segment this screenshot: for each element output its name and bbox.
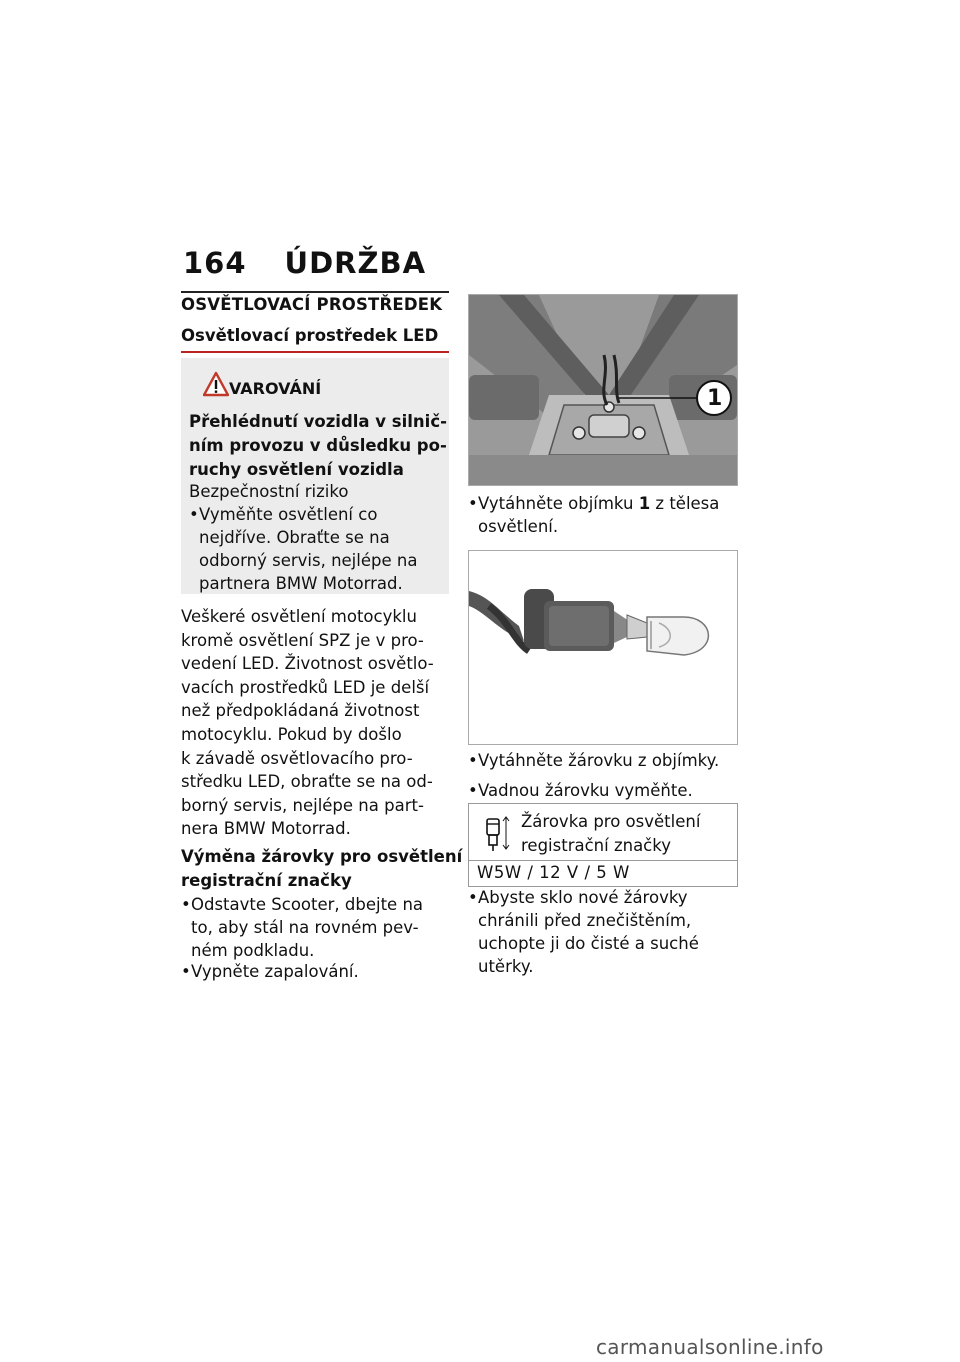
bulb-socket-figure bbox=[468, 550, 738, 745]
step-1: • Vytáhněte objímku 1 z tělesa osvětlení. bbox=[468, 494, 720, 536]
watermark: carmanualsonline.info bbox=[596, 1335, 824, 1359]
step-3: • Vadnou žárovku vyměňte. bbox=[468, 781, 693, 800]
spec-label: Žárovka pro osvětlení registrační značky bbox=[521, 812, 701, 855]
step-1-callout-ref: 1 bbox=[638, 494, 651, 513]
warning-label: VAROVÁNÍ bbox=[229, 379, 322, 398]
warning-title: Přehlédnutí vozidla v silnič- ním provozu v důsledku po- ruchy osvětlení vozidla bbox=[189, 412, 447, 479]
lamp-housing-figure bbox=[468, 294, 738, 486]
step-4: • Abyste sklo nové žárovky chránili před znečištěním, uchopte ji do čisté a suché utěrky. bbox=[468, 888, 699, 976]
lamp-housing-illustration bbox=[469, 295, 737, 485]
page-number: 164 bbox=[183, 246, 247, 280]
section-title: OSVĚTLOVACÍ PROSTŘEDEK bbox=[181, 291, 449, 314]
bulb-spec-table bbox=[468, 803, 738, 887]
spec-header-row bbox=[469, 804, 737, 861]
bulb-icon bbox=[482, 813, 512, 853]
replace-title: Výměna žárovky pro osvětlení registrační značky bbox=[181, 847, 463, 890]
bulb-socket-illustration bbox=[469, 551, 737, 744]
replace-bullet-2: • Vypněte zapalování. bbox=[181, 962, 359, 981]
callout-1: 1 bbox=[707, 386, 723, 411]
section-subtitle: Osvětlovací prostředek LED bbox=[181, 326, 449, 353]
warning-triangle-icon bbox=[203, 371, 229, 397]
body-paragraph: Veškeré osvětlení motocyklu kromě osvětlení SPZ je v pro- vedení LED. Životnost osvětlo- vacích prostředků LED je delší než předpokládaná životnost motocyklu. Pokud by došlo k závadě osvětlovacího pro- středku LED, obraťte se na od- borný servis, nejlépe na part- nera BMW Motorrad. bbox=[181, 607, 434, 839]
chapter-title: ÚDRŽBA bbox=[284, 246, 427, 280]
replace-bullet-1: • Odstavte Scooter, dbejte na to, aby stál na rovném pev- ném podkladu. bbox=[181, 895, 424, 960]
warning-bullet: • Vyměňte osvětlení co nejdříve. Obraťte se na odborný servis, nejlépe na partnera BMW Motorrad. bbox=[189, 505, 418, 593]
step-2: • Vytáhněte žárovku z objímky. bbox=[468, 751, 720, 770]
spec-value: W5W / 12 V / 5 W bbox=[477, 863, 630, 882]
warning-subtitle: Bezpečnostní riziko bbox=[189, 482, 349, 501]
page-header bbox=[183, 246, 426, 280]
